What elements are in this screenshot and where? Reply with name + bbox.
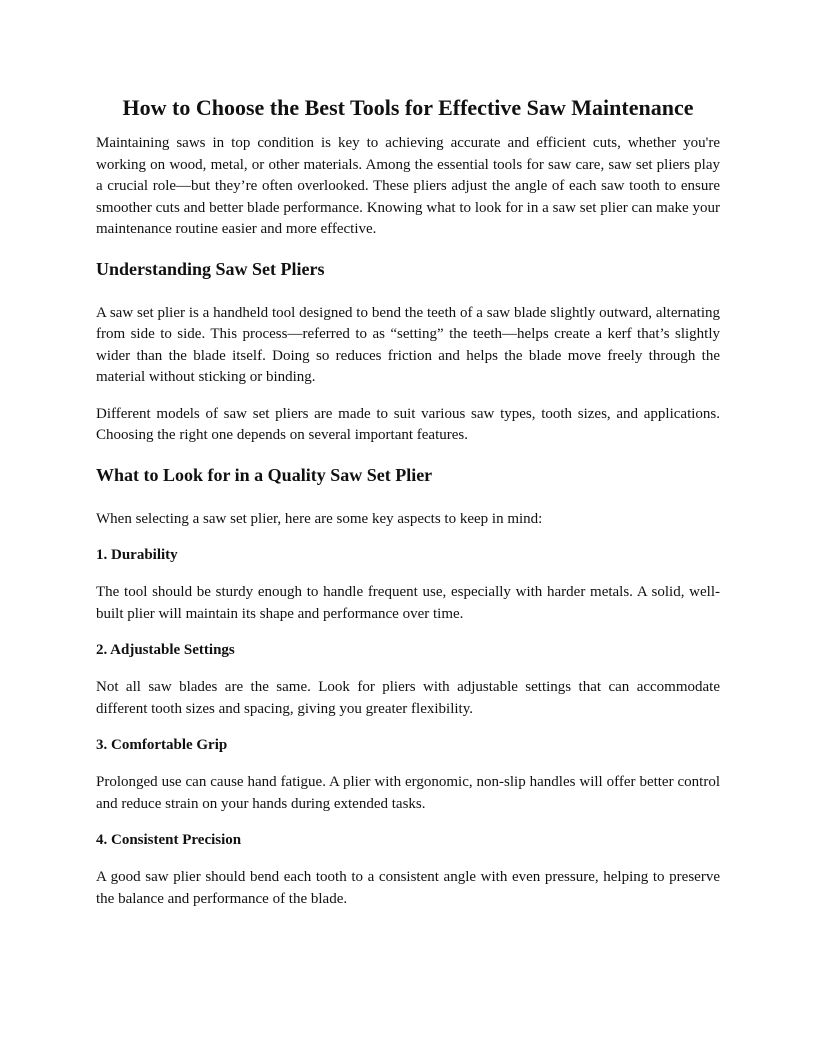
section1-paragraph: Different models of saw set pliers are made to suit various saw types, tooth sizes, and applications. Choosing the right one depends on several important features.: [96, 405, 720, 443]
document-page: [96, 92, 720, 910]
subheading-adjustable-settings: 2. Adjustable Settings: [96, 642, 235, 658]
subheading-consistent-precision: 4. Consistent Precision: [96, 832, 242, 848]
item-paragraph: A good saw plier should bend each tooth to a consistent angle with even pressure, helping to preserve the balance and performance of the blade.: [96, 869, 720, 907]
item-paragraph: The tool should be sturdy enough to handle frequent use, especially with harder metals. A solid, well-built plier will maintain its shape and performance over time.: [96, 584, 720, 622]
section1-paragraph: A saw set plier is a handheld tool designed to bend the teeth of a saw blade slightly outward, alternating from side to side. This process—referred to as “setting” the teeth—helps create a kerf that’s slightly wider than the blade itself. Doing so reduces friction and helps the blade move freely through the material without sticking or binding.: [96, 304, 720, 385]
section2-intro: When selecting a saw set plier, here are some key aspects to keep in mind:: [96, 510, 543, 527]
item-paragraph: Prolonged use can cause hand fatigue. A plier with ergonomic, non-slip handles will offer better control and reduce strain on your hands during extended tasks.: [96, 774, 720, 812]
section-heading-what-to-look-for: What to Look for in a Quality Saw Set Plier: [96, 464, 433, 485]
subheading-comfortable-grip: 3. Comfortable Grip: [96, 737, 228, 753]
section-heading-understanding: Understanding Saw Set Pliers: [96, 258, 325, 279]
intro-paragraph: Maintaining saws in top condition is key to achieving accurate and efficient cuts, whether you're working on wood, metal, or other materials. Among the essential tools for saw care, saw set pliers play a crucial role—but they’re often overlooked. These pliers adjust the angle of each saw tooth to ensure smoother cuts and better blade performance. Knowing what to look for in a saw set plier can make your maintenance routine easier and more effective.: [96, 135, 720, 237]
document-title: How to Choose the Best Tools for Effective Saw Maintenance: [122, 95, 694, 120]
item-paragraph: Not all saw blades are the same. Look for pliers with adjustable settings that can accommodate different tooth sizes and spacing, giving you greater flexibility.: [96, 679, 720, 717]
subheading-durability: 1. Durability: [96, 547, 178, 563]
